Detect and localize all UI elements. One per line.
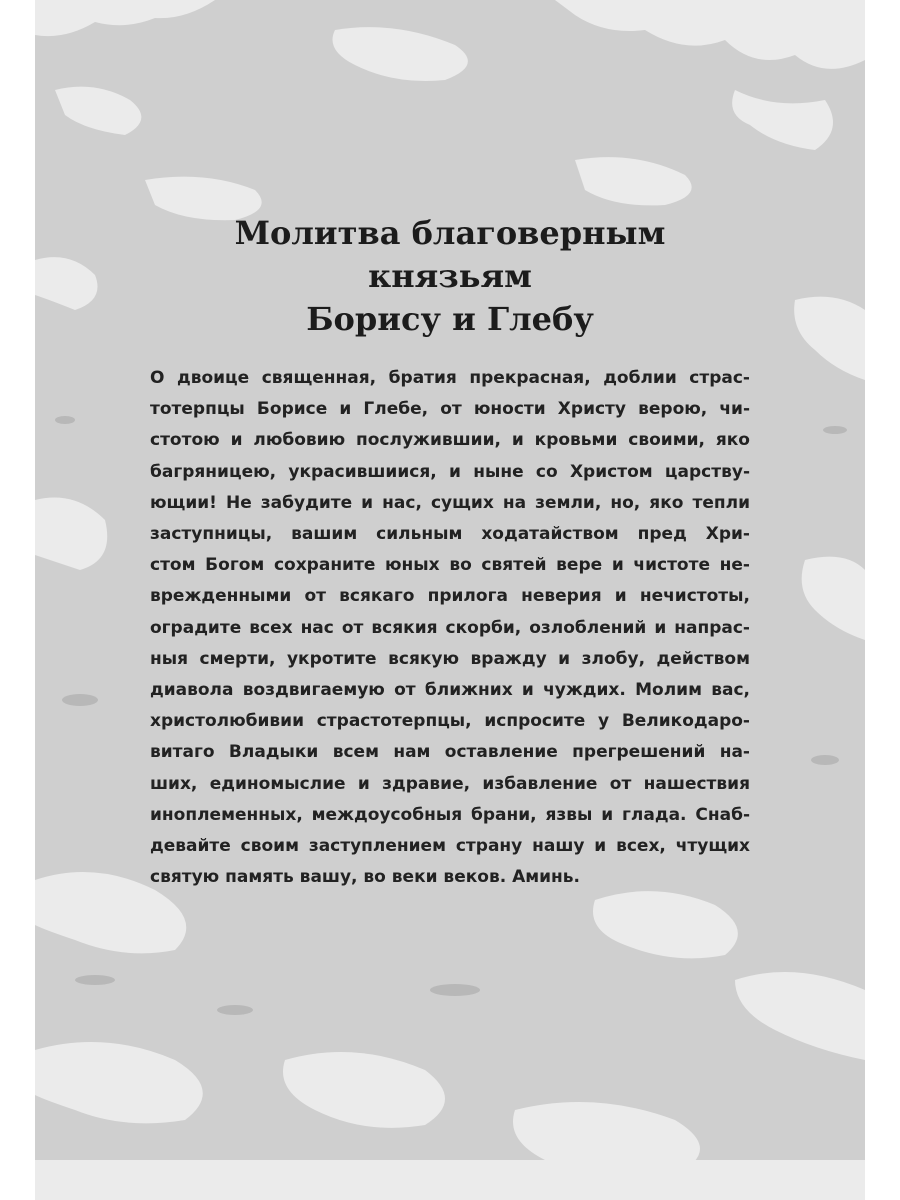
prayer-line: диавола воздвигаемую от ближних и чуждих. Молим вас, (150, 680, 750, 701)
prayer-line: багряницею, украсившиися, и ныне со Христом царству- (150, 461, 750, 482)
prayer-line: стом Богом сохраните юных во святей вере и чистоте не- (150, 555, 750, 576)
prayer-line: заступницы, вашим сильным ходатайством пред Хри- (150, 524, 750, 545)
prayer-line: ющии! Не забудите и нас, сущих на земли, но, яко тепли (150, 492, 750, 513)
prayer-line: стотою и любовию послужившии, и кровьми своими, яко (150, 430, 750, 451)
prayer-line: иноплеменных, междоусобныя брани, язвы и глада. Снаб- (150, 804, 750, 825)
page-title (150, 212, 750, 341)
prayer-line: девайте своим заступлением страну нашу и всех, чтущих (150, 836, 750, 857)
prayer-line: тотерпцы Борисе и Глебе, от юности Христу верою, чи- (150, 399, 750, 420)
title-line-1: Молитва благоверным (234, 214, 666, 252)
prayer-line: ших, единомыслие и здравие, избавление от нашествия (150, 773, 750, 794)
prayer-line: святую память вашу, во веки веков. Аминь. (150, 867, 580, 888)
prayer-line: ныя смерти, укротите всякую вражду и злобу, действом (150, 648, 750, 669)
title-line-3: Борису и Глебу (306, 300, 594, 338)
content (150, 212, 750, 893)
prayer-line: христолюбивии страстотерпцы, испросите у Великодаро- (150, 711, 750, 732)
prayer-line: оградите всех нас от всякия скорби, озлоблений и напрас- (150, 617, 750, 638)
title-line-2: князьям (368, 257, 532, 295)
prayer-line: врежденными от всякаго прилога неверия и нечистоты, (150, 586, 750, 607)
prayer-line: витаго Владыки всем нам оставление прегрешений на- (150, 742, 750, 763)
prayer-line: О двоице священная, братия прекрасная, доблии страс- (150, 368, 750, 388)
prayer-text (150, 363, 750, 893)
